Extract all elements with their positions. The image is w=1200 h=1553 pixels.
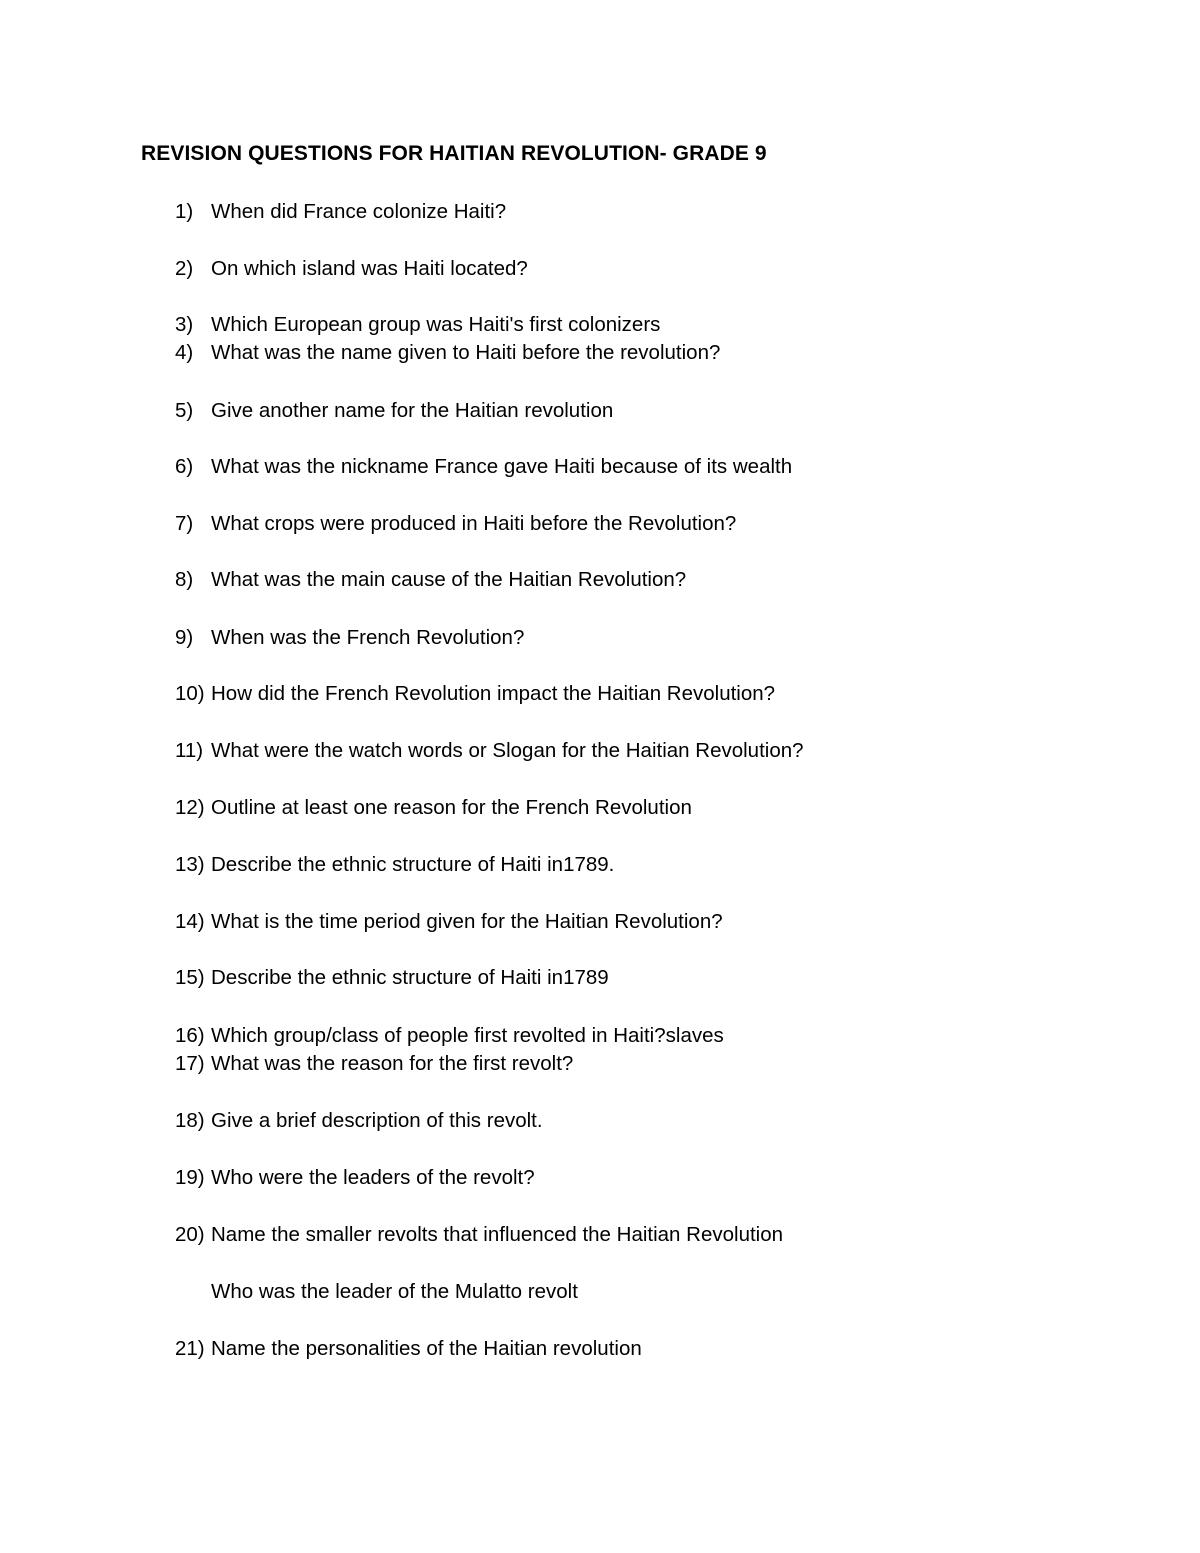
question-number: 17) — [175, 1052, 205, 1075]
question-number: 20) — [175, 1223, 205, 1246]
question-item — [175, 626, 524, 650]
question-number: 9) — [175, 626, 194, 649]
question-text: Name the smaller revolts that influenced the Haitian Revolution — [211, 1223, 784, 1246]
question-text: When was the French Revolution? — [211, 626, 525, 649]
question-item — [175, 1024, 724, 1048]
question-item — [175, 1052, 573, 1076]
question-number: 1) — [175, 200, 194, 223]
question-number: 3) — [175, 313, 194, 336]
question-text: What was the nickname France gave Haiti because of its wealth — [211, 455, 793, 478]
question-text: Describe the ethnic structure of Haiti in1789. — [211, 853, 615, 876]
question-number: 12) — [175, 796, 205, 819]
question-item — [175, 1337, 642, 1361]
question-text: When did France colonize Haiti? — [211, 200, 507, 223]
question-item — [175, 200, 506, 224]
question-item — [175, 399, 613, 423]
question-item — [175, 796, 692, 820]
question-number: 2) — [175, 257, 194, 280]
question-number: 8) — [175, 568, 194, 591]
question-item — [175, 455, 792, 479]
question-text: On which island was Haiti located? — [211, 257, 528, 280]
question-item — [175, 512, 736, 536]
question-item — [175, 853, 614, 877]
question-text: Which European group was Haiti's first colonizers — [211, 313, 661, 336]
question-text: Give a brief description of this revolt. — [211, 1109, 543, 1132]
question-text: What was the main cause of the Haitian Revolution? — [211, 568, 687, 591]
question-number: 13) — [175, 853, 205, 876]
question-number: 21) — [175, 1337, 205, 1360]
question-number: 10) — [175, 682, 205, 705]
question-text: Outline at least one reason for the French Revolution — [211, 796, 692, 819]
question-item — [175, 739, 804, 763]
question-text: Which group/class of people first revolted in Haiti?slaves — [211, 1024, 724, 1047]
question-item — [175, 568, 686, 592]
question-item — [175, 313, 660, 337]
question-item — [175, 257, 528, 281]
question-text: What was the reason for the first revolt? — [211, 1052, 574, 1075]
question-number: 19) — [175, 1166, 205, 1189]
question-number: 5) — [175, 399, 194, 422]
sub-question-text: Who was the leader of the Mulatto revolt — [211, 1280, 578, 1303]
page-title: REVISION QUESTIONS FOR HAITIAN REVOLUTION- GRADE 9 — [141, 142, 767, 165]
question-number: 6) — [175, 455, 194, 478]
question-text: Describe the ethnic structure of Haiti in1789 — [211, 966, 609, 989]
question-item — [175, 1166, 535, 1190]
question-item — [175, 341, 720, 365]
question-item — [175, 1109, 543, 1133]
question-text: How did the French Revolution impact the Haitian Revolution? — [211, 682, 776, 705]
question-number: 14) — [175, 910, 205, 933]
question-text: What was the name given to Haiti before the revolution? — [211, 341, 721, 364]
question-text: Name the personalities of the Haitian revolution — [211, 1337, 642, 1360]
question-text: Give another name for the Haitian revolution — [211, 399, 614, 422]
question-number: 16) — [175, 1024, 205, 1047]
question-number: 11) — [175, 739, 204, 762]
question-number: 4) — [175, 341, 194, 364]
question-text: Who were the leaders of the revolt? — [211, 1166, 535, 1189]
question-number: 15) — [175, 966, 205, 989]
question-text: What were the watch words or Slogan for the Haitian Revolution? — [211, 739, 804, 762]
question-item — [175, 966, 609, 990]
question-number: 7) — [175, 512, 194, 535]
question-text: What crops were produced in Haiti before the Revolution? — [211, 512, 737, 535]
question-item — [175, 1223, 783, 1247]
question-text: What is the time period given for the Haitian Revolution? — [211, 910, 723, 933]
question-item — [175, 682, 775, 706]
question-number: 18) — [175, 1109, 205, 1132]
question-item — [175, 910, 723, 934]
